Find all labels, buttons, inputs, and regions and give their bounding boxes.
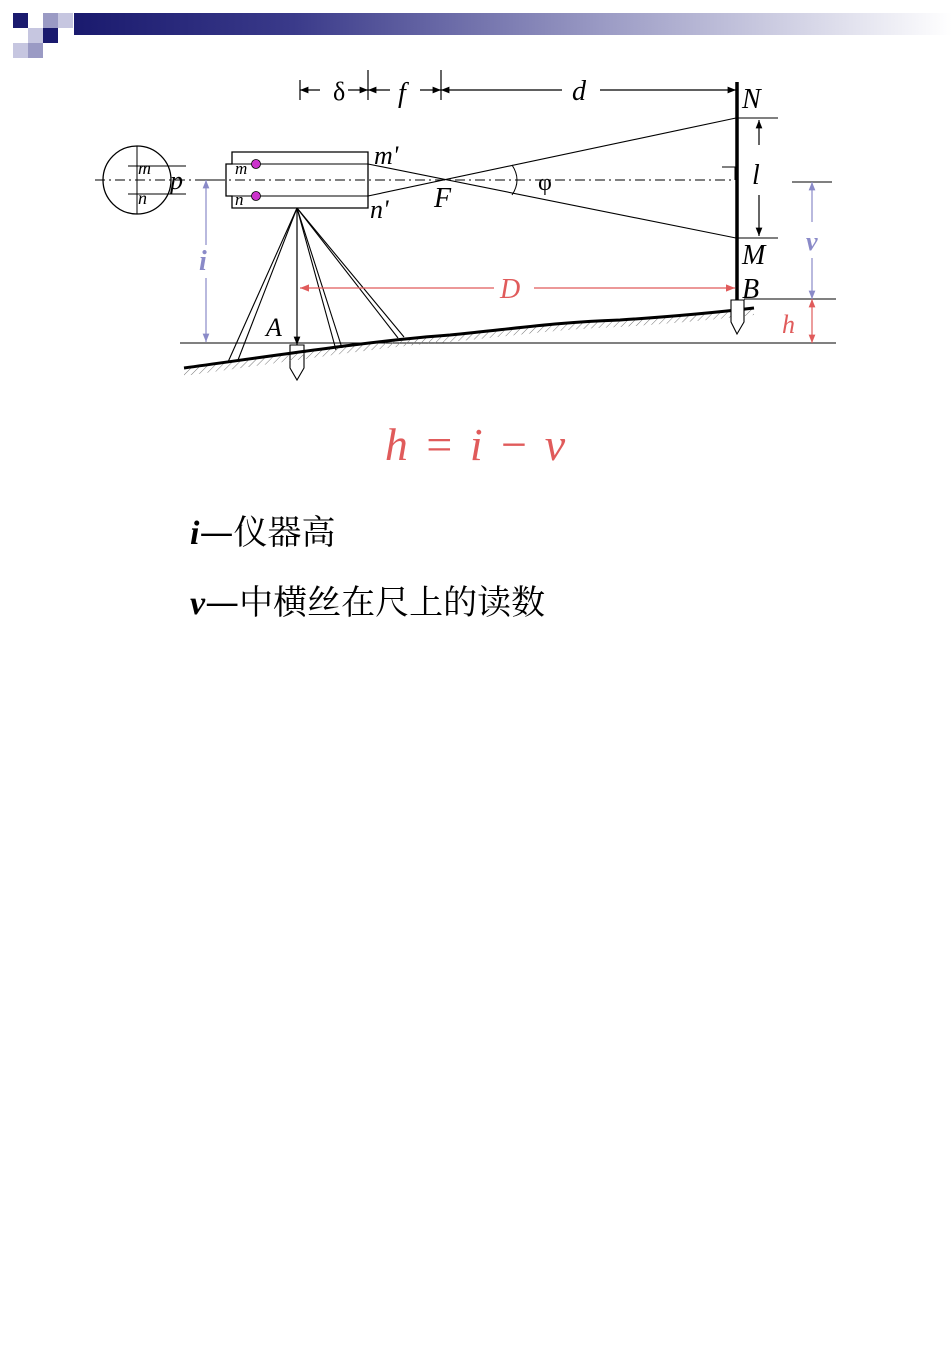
right-angle-mark: [722, 167, 735, 180]
label-i: i: [199, 246, 207, 277]
reticle-dot-n: [252, 192, 261, 201]
label-B: B: [742, 274, 760, 305]
label-l: l: [752, 160, 760, 191]
label-f: f: [398, 78, 406, 109]
leveling-staff: [722, 82, 778, 334]
formula: h = i − v: [384, 419, 568, 470]
label-phi: φ: [538, 170, 552, 196]
top-dimension: [300, 70, 736, 109]
legend-text: —仪器高: [199, 513, 336, 553]
label-M: M: [742, 240, 766, 271]
label-A: A: [266, 313, 282, 342]
label-eye-m: m: [138, 158, 151, 178]
label-tube-m: m: [235, 159, 248, 178]
sight-rays: [368, 118, 736, 238]
reticle-dot-m: [252, 160, 261, 169]
ground-peg-B: [731, 300, 744, 334]
label-m-prime: m': [374, 141, 399, 170]
label-d: d: [572, 76, 586, 107]
legend-symbol: i: [190, 515, 200, 552]
label-D: D: [500, 274, 521, 305]
stadia-diagram: [0, 0, 952, 400]
label-p: p: [170, 166, 183, 195]
dimension-h: [782, 299, 812, 343]
label-N: N: [742, 84, 761, 115]
legend-symbol: v: [190, 585, 206, 622]
label-n-prime: n': [370, 195, 389, 224]
legend-item-v: [190, 575, 545, 624]
label-v: v: [806, 227, 818, 256]
label-eye-n: n: [138, 188, 147, 208]
dimension-i: [196, 180, 218, 342]
legend-item-i: [190, 505, 335, 554]
label-tube-n: n: [235, 190, 244, 209]
telescope: [226, 141, 399, 224]
label-h: h: [782, 310, 795, 339]
label-delta: δ: [333, 77, 346, 106]
legend-text: —中横丝在尺上的读数: [205, 583, 546, 623]
label-F: F: [434, 183, 452, 214]
